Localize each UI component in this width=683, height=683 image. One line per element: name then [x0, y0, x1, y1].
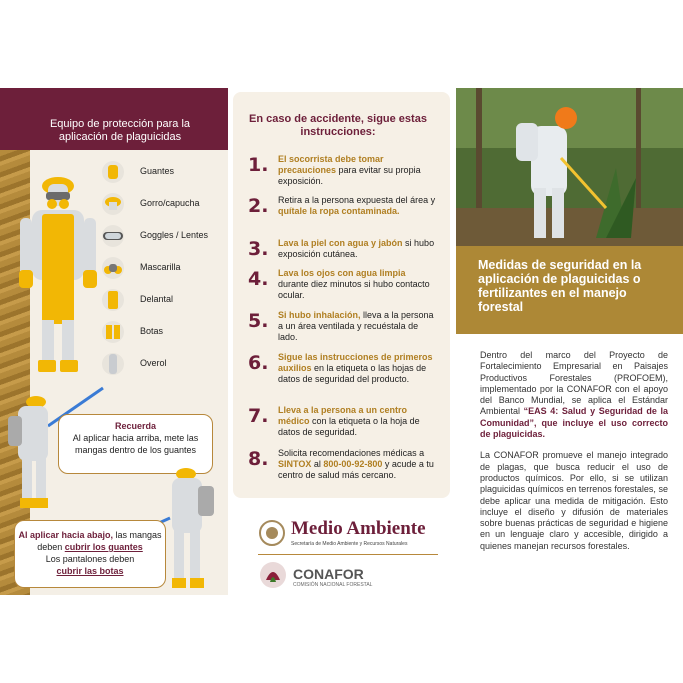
- gloves-icon: [100, 160, 126, 184]
- reminder-heading: Recuerda: [114, 421, 157, 431]
- step-number: 6.: [248, 352, 269, 374]
- ppe-label: Overol: [140, 358, 167, 368]
- step-text: Si hubo inhalación, lleva a la persona a un área ventilada y recuéstala de lado.: [278, 310, 434, 342]
- ppe-item-hood: [100, 192, 225, 220]
- apron-icon: [100, 288, 126, 312]
- boots-icon: [100, 320, 126, 344]
- conafor-logo: [258, 558, 443, 592]
- intro-paragraph-2: La CONAFOR promueve el manejo integrado de plagas, que busca reducir el uso de productos químicos. Por ello, si se utilizan plaguicidas químicos en terrenos forestales, se debe aplicar una medida de mitigación. Esto incluye el diseño y difusión de materiales sobre buenas prácticas de seguridad e higiene en un lenguaje claro y accesible, dirigido a quienes manejan recursos forestales.: [480, 450, 668, 551]
- ppe-item-boots: [100, 320, 225, 348]
- step-number: 3.: [248, 238, 269, 260]
- reminder-text: Al aplicar hacia arriba, mete las mangas dentro de los guantes: [72, 433, 199, 455]
- ppe-label: Mascarilla: [140, 262, 181, 272]
- ppe-label: Botas: [140, 326, 164, 336]
- downward-gloves: cubrir los guantes: [64, 542, 143, 552]
- downward-text2: Los pantalones deben: [45, 554, 135, 564]
- ppe-title: Equipo de protección para la aplicación de plaguicidas: [49, 118, 191, 143]
- mask-icon: [100, 256, 126, 280]
- ppe-item-gloves: [100, 160, 225, 188]
- logo-divider: [258, 554, 438, 555]
- step-text: Solicita recomendaciones médicas a SINTOX al 800-00-92-800 y acude a tu centro de salud más cercano.: [278, 448, 434, 480]
- ppe-label: Goggles / Lentes: [140, 230, 209, 240]
- step-number: 8.: [248, 448, 269, 470]
- intro-panel: [456, 88, 683, 595]
- step-number: 7.: [248, 405, 269, 427]
- ppe-label: Gorro/capucha: [140, 198, 200, 208]
- step-text: Lava la piel con agua y jabón si hubo exposición cutánea.: [278, 238, 435, 259]
- medio-ambiente-subtitle: Secretaría de Medio Ambiente y Recursos Naturales: [291, 541, 408, 547]
- accident-title: En caso de accidente, sigue estas instrucciones:: [249, 113, 427, 138]
- step-text: Sigue las instrucciones de primeros auxilios en la etiqueta o las hojas de datos de seguridad del producto.: [278, 352, 433, 384]
- ppe-item-overall: [100, 352, 225, 380]
- tree-leaf-icon: [258, 560, 288, 590]
- ppe-item-apron: [100, 288, 225, 316]
- seal-icon: [258, 518, 286, 548]
- step-number: 1.: [248, 154, 269, 176]
- downward-boots: cubrir las botas: [56, 566, 124, 576]
- goggles-icon: [100, 224, 126, 248]
- downward-lead: Al aplicar hacia abajo,: [18, 530, 113, 540]
- step-text: Lava los ojos con agua limpia durante diez minutos si hubo contacto ocular.: [278, 268, 430, 300]
- step-text: El socorrista debe tomar precauciones para evitar su propia exposición.: [278, 154, 421, 186]
- brochure: [0, 88, 683, 595]
- ppe-panel: [0, 88, 228, 595]
- ppe-item-mask: [100, 256, 225, 284]
- protected-worker-illustration: [18, 170, 98, 380]
- reminder-box-downward: [14, 520, 166, 588]
- step-text: Retira a la persona expuesta del área y quítale la ropa contaminada.: [278, 195, 436, 216]
- ppe-item-goggles: [100, 224, 225, 252]
- forest-worker-photo: [456, 88, 683, 246]
- conafor-title: CONAFOR: [293, 566, 364, 582]
- hood-icon: [100, 192, 126, 216]
- step-number: 2.: [248, 195, 269, 217]
- overall-icon: [100, 352, 126, 376]
- downward-text1: las mangas deben: [37, 530, 162, 552]
- ppe-label: Guantes: [140, 166, 175, 176]
- step-number: 4.: [248, 268, 269, 290]
- intro-paragraph-1: Dentro del marco del Proyecto de Fortalecimiento Empresarial en Paisajes Productivos Forestales (PROFOEM), implementado por la CONAFOR con el apoyo del Banco Mundial, se aplica el Estándar Ambiental “EAS 4: Salud y Seguridad de la Comunidad”, que incluye el uso correcto de plaguicidas.: [480, 350, 668, 440]
- medio-ambiente-logo: [258, 516, 443, 550]
- step-text: Lleva a la persona a un centro médico con la etiqueta o la hoja de datos de seguridad.: [278, 405, 420, 437]
- medio-ambiente-title: Medio Ambiente: [291, 518, 426, 539]
- intro-title-box: [456, 246, 683, 334]
- intro-title: Medidas de seguridad en la aplicación de plaguicidas o fertilizantes en el manejo forestal: [478, 258, 642, 314]
- intro-body: [480, 350, 668, 562]
- conafor-subtitle: COMISIÓN NACIONAL FORESTAL: [293, 582, 373, 588]
- ppe-label: Delantal: [140, 294, 174, 304]
- step-number: 5.: [248, 310, 269, 332]
- accident-panel: [228, 88, 456, 595]
